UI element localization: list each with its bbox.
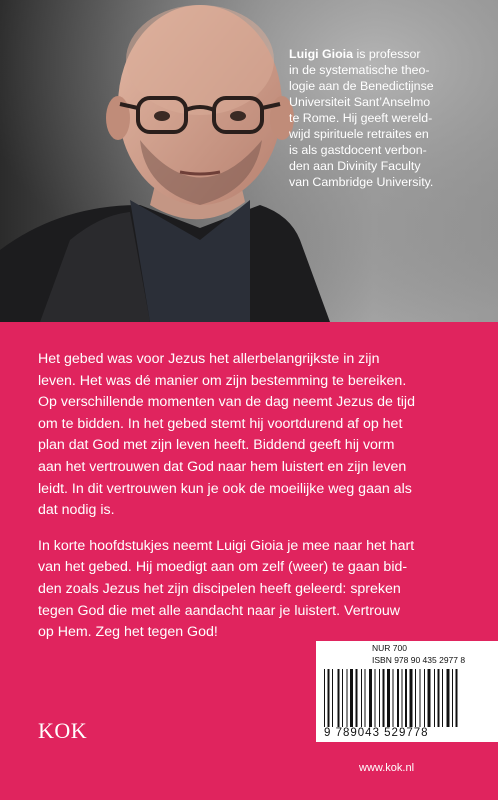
barcode-bar: [415, 669, 416, 727]
description-line: Op verschillende momenten van de dag neemt Jezus de tijd: [38, 394, 415, 411]
barcode-bar: [324, 669, 325, 727]
description-line: tegen God die met alle aandacht naar je luistert. Vertrouw: [38, 602, 400, 619]
description-paragraph-1: [38, 349, 474, 522]
barcode-bar: [452, 669, 453, 727]
description-line: om te bidden. In het gebed stemt hij voortdurend af op het: [38, 415, 403, 432]
barcode-bar: [397, 669, 399, 727]
description-line: Het gebed was voor Jezus het allerbelangrijkste in zijn: [38, 351, 380, 367]
barcode-bar: [375, 669, 376, 727]
barcode-bar: [393, 669, 394, 727]
author-bio: [289, 46, 489, 190]
nur-code: NUR 700: [372, 643, 407, 653]
description-line: aan het vertrouwen dat God naar hem luistert en zijn leven: [38, 458, 407, 475]
barcode-bar: [383, 669, 385, 727]
barcode-bar: [434, 669, 435, 727]
description-line: In korte hoofdstukjes neemt Luigi Gioia je mee naar het hart: [38, 537, 415, 554]
barcode-bar: [356, 669, 358, 727]
barcode-bar: [424, 669, 425, 727]
description-line: dat nodig is.: [38, 502, 115, 519]
barcode-block: [316, 641, 498, 742]
barcode-bar: [328, 669, 330, 727]
barcode-bar: [420, 669, 421, 727]
description-line: van het gebed. Hij moedigt aan om zelf (weer) te gaan bid-: [38, 559, 408, 576]
barcode-bar: [350, 669, 353, 727]
bio-line: logie aan de Benedictijnse: [289, 79, 434, 93]
barcode-bar: [405, 669, 407, 727]
bio-line: wijd spirituele retraites en: [289, 127, 429, 141]
barcode-bar: [332, 669, 333, 727]
barcode-bar: [342, 669, 343, 727]
barcode-bar: [402, 669, 403, 727]
barcode-bar: [438, 669, 440, 727]
description-paragraph-2: [38, 536, 474, 644]
ean-number: 9 789043 529778: [324, 727, 429, 739]
publisher-website[interactable]: www.kok.nl: [359, 762, 415, 774]
barcode-bar: [428, 669, 431, 727]
barcode-bar: [369, 669, 372, 727]
barcode-bar: [447, 669, 450, 727]
barcode-bar: [410, 669, 413, 727]
barcode-bar: [442, 669, 443, 727]
barcode-bar: [365, 669, 366, 727]
bio-line: in de systematische theo-: [289, 63, 430, 77]
description-line: den zoals Jezus het zijn discipelen heeft geleerd: spreken: [38, 580, 401, 597]
barcode-bar: [456, 669, 458, 727]
bio-line: den aan Divinity Faculty: [289, 159, 421, 173]
barcode-bar: [361, 669, 362, 727]
bio-line: is als gastdocent verbon-: [289, 143, 427, 157]
publisher-logo: KOK: [38, 718, 88, 743]
barcode-bar: [379, 669, 380, 727]
book-description: [38, 349, 474, 658]
bio-line: is professor: [353, 47, 421, 61]
barcode-bars: [324, 669, 490, 727]
description-line: plan dat God met zijn leven heeft. Biddend geeft hij vorm: [38, 437, 395, 454]
bio-line: te Rome. Hij geeft wereld-: [289, 111, 433, 125]
description-line: leven. Het was dé manier om zijn bestemming te bereiken.: [38, 372, 407, 389]
barcode-bar: [387, 669, 390, 727]
bio-line: van Cambridge University.: [289, 175, 434, 189]
author-name: Luigi Gioia: [289, 47, 354, 61]
barcode-bar: [347, 669, 348, 727]
isbn-number: ISBN 978 90 435 2977 8: [372, 655, 466, 665]
bio-line: Universiteit Sant’Anselmo: [289, 95, 431, 109]
description-line: op Hem. Zeg het tegen God!: [38, 624, 218, 641]
description-line: leidt. In dit vertrouwen kun je ook de moeilijke weg gaan als: [38, 480, 412, 497]
barcode-bar: [338, 669, 340, 727]
